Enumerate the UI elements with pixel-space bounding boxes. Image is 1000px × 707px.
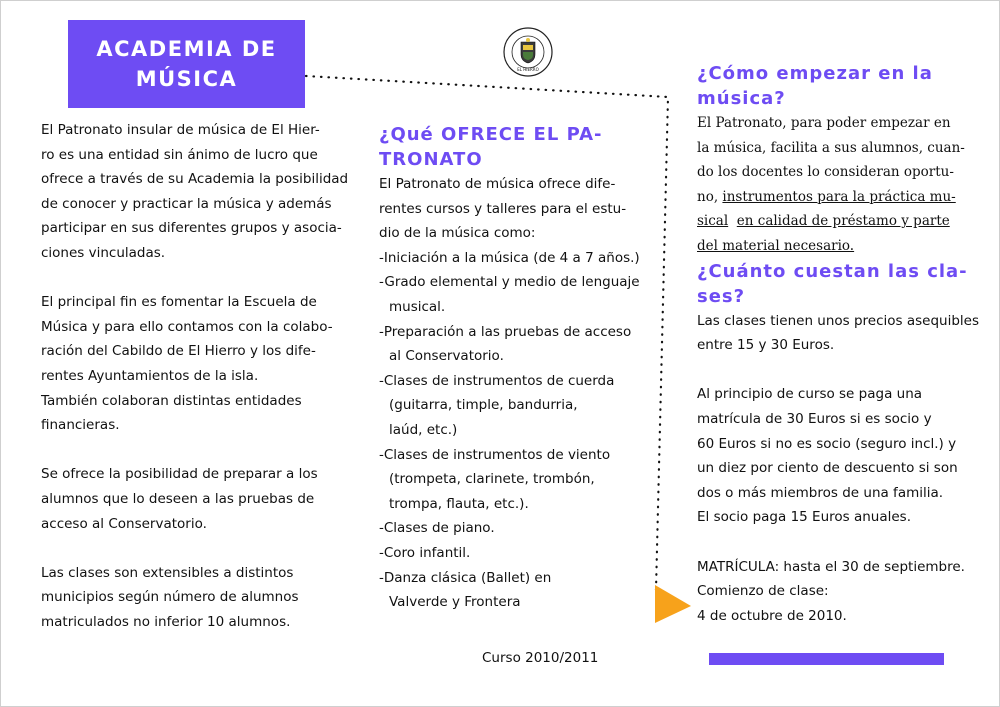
start-text: no,: [697, 188, 719, 205]
municipalities-line: municipios según número de alumnos: [41, 589, 299, 606]
start-heading-cont: música?: [697, 88, 786, 109]
intro-line: de conocer y practicar la música y además: [41, 195, 332, 212]
start-heading: ¿Cómo empezar en la: [697, 63, 933, 84]
offer-item: -Coro infantil.: [379, 544, 471, 561]
offer-item: -Clases de piano.: [379, 520, 495, 537]
cost-line: Las clases tienen unos precios asequibles: [697, 312, 980, 329]
fee-line: un diez por ciento de descuento si son: [697, 460, 958, 477]
offer-item-cont: laúd, etc.): [389, 421, 458, 438]
enrollment-line: MATRÍCULA: hasta el 30 de septiembre.: [697, 558, 965, 575]
svg-text:EL HIERRO: EL HIERRO: [517, 67, 539, 72]
conservatory-line: acceso al Conservatorio.: [41, 515, 207, 532]
offer-item: -Preparación a las pruebas de acceso: [379, 323, 632, 340]
underlined-text: instrumentos para la práctica mu-: [722, 188, 956, 205]
cost-heading-cont: ses?: [697, 285, 746, 307]
offer-item: -Danza clásica (Ballet) en: [379, 569, 552, 586]
purpose-line: rentes Ayuntamientos de la isla.: [41, 367, 259, 384]
start-line: la música, facilita a sus alumnos, cuan-: [697, 139, 965, 156]
offer-item: -Clases de instrumentos de cuerda: [379, 372, 615, 389]
intro-line: ofrece a través de su Academia la posibilidad: [41, 171, 349, 188]
enrollment-line: Comienzo de clase:: [697, 583, 829, 600]
fee-line: dos o más miembros de una familia.: [697, 484, 944, 501]
column-offer: [379, 122, 664, 615]
underlined-text: sical: [697, 213, 729, 230]
offer-intro-line: rentes cursos y talleres para el estu-: [379, 200, 627, 217]
offer-item-cont: trompa, flauta, etc.).: [389, 495, 529, 512]
fee-line: Al principio de curso se paga una: [697, 386, 923, 403]
underlined-text: en calidad de préstamo y parte: [736, 213, 950, 230]
fee-line: El socio paga 15 Euros anuales.: [697, 509, 911, 526]
offer-item-cont: Valverde y Frontera: [389, 594, 521, 611]
purpose-line: El principal fin es fomentar la Escuela de: [41, 294, 317, 311]
cost-heading: ¿Cuánto cuestan las cla-: [697, 260, 968, 282]
enrollment-line: 4 de octubre de 2010.: [697, 607, 847, 624]
title-line-2: MÚSICA: [135, 67, 238, 91]
offer-item-cont: musical.: [389, 298, 446, 315]
start-line: [697, 209, 992, 234]
offer-item: -Grado elemental y medio de lenguaje: [379, 274, 640, 291]
conservatory-line: Se ofrece la posibilidad de preparar a los: [41, 466, 318, 483]
purpose-line: ración del Cabildo de El Hierro y los dife-: [41, 343, 316, 360]
municipalities-line: matriculados no inferior 10 alumnos.: [41, 613, 291, 630]
offer-item-cont: (guitarra, timple, bandurria,: [389, 397, 578, 414]
start-line: [697, 185, 992, 210]
intro-line: participar en sus diferentes grupos y asocia-: [41, 220, 342, 237]
purpose-line: Música y para ello contamos con la colabo-: [41, 318, 333, 335]
offer-intro-line: El Patronato de música ofrece dife-: [379, 176, 616, 192]
offer-heading: ¿Qué OFRECE EL PA-: [379, 124, 603, 145]
intro-line: El Patronato insular de música de El Hier-: [41, 122, 320, 138]
intro-line: ro es una entidad sin ánimo de lucro que: [41, 146, 318, 163]
municipalities-line: Las clases son extensibles a distintos: [41, 564, 294, 581]
underlined-text: del material necesario.: [697, 237, 855, 254]
accent-bar: [709, 653, 944, 665]
offer-heading-cont: TRONATO: [379, 149, 483, 170]
purpose-line: financieras.: [41, 417, 120, 434]
title-banner: [68, 20, 305, 108]
course-year-footer: Curso 2010/2011: [482, 650, 599, 666]
intro-line: ciones vinculadas.: [41, 244, 166, 261]
offer-item-cont: al Conservatorio.: [389, 348, 504, 365]
start-line: do los docentes lo consideran oportu-: [697, 164, 954, 181]
fee-line: 60 Euros si no es socio (seguro incl.) y: [697, 435, 957, 452]
patronato-seal-logo: [503, 27, 553, 77]
offer-item-cont: (trompeta, clarinete, trombón,: [389, 471, 595, 488]
start-line: El Patronato, para poder empezar en: [697, 115, 951, 131]
start-line: [697, 234, 992, 259]
cost-line: entre 15 y 30 Euros.: [697, 337, 835, 354]
offer-intro-line: dio de la música como:: [379, 225, 536, 242]
title-line-1: ACADEMIA DE: [96, 37, 277, 61]
offer-item: -Clases de instrumentos de viento: [379, 446, 611, 463]
offer-item: -Iniciación a la música (de 4 a 7 años.): [379, 249, 640, 266]
conservatory-line: alumnos que lo deseen a las pruebas de: [41, 490, 315, 507]
column-start: [697, 61, 992, 628]
fee-line: matrícula de 30 Euros si es socio y: [697, 410, 932, 427]
purpose-line: También colaboran distintas entidades: [41, 392, 302, 409]
arrow-icon: [653, 583, 693, 625]
column-intro: [41, 118, 361, 634]
